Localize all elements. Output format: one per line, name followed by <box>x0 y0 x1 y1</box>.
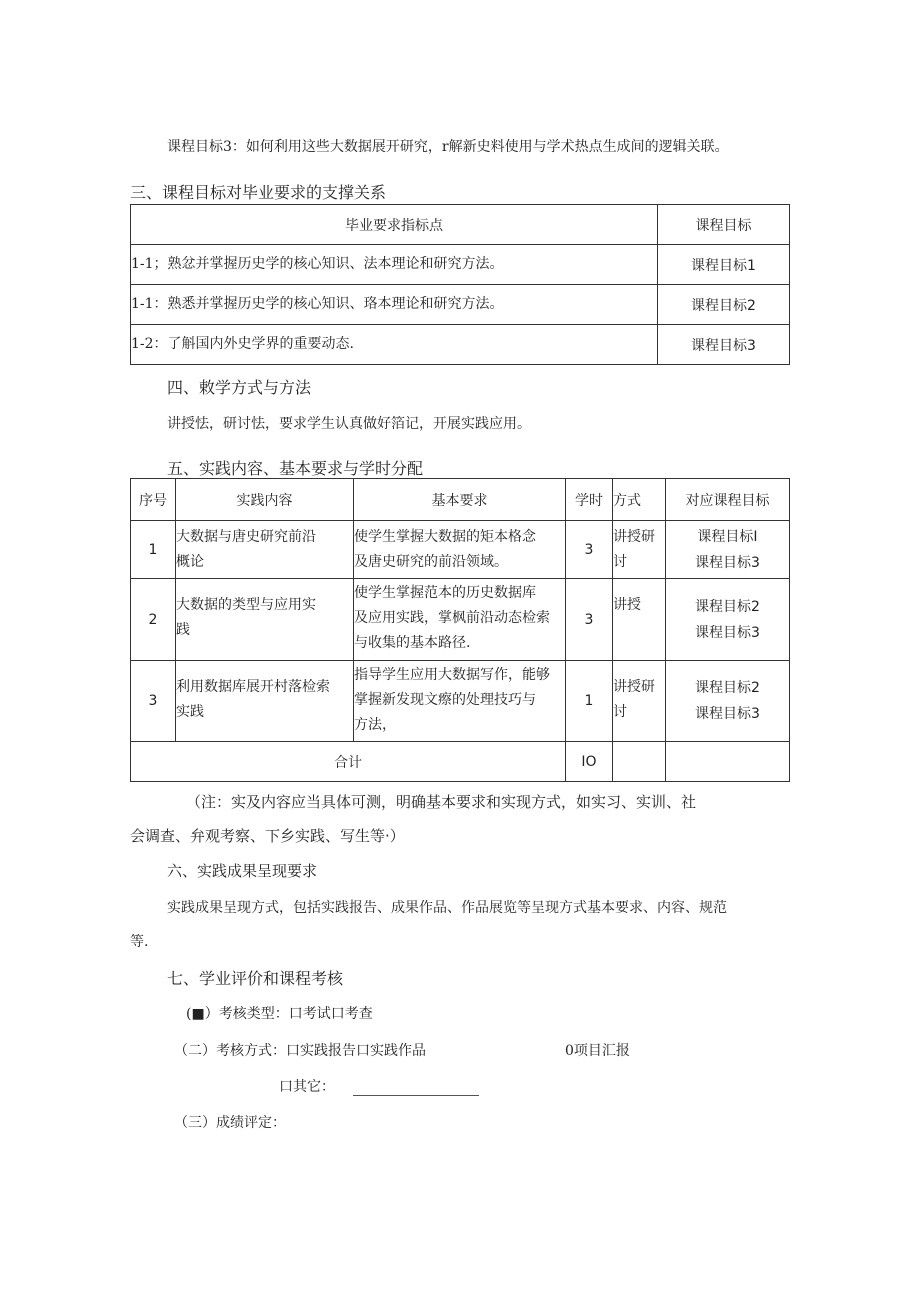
empty-cell <box>613 742 666 782</box>
header-content: 实践内容 <box>176 479 354 521</box>
table-row <box>131 325 790 365</box>
requirement-line: 掌握新发现文瘵的处理技巧与 <box>354 692 536 708</box>
hours-cell: 3 <box>566 521 613 579</box>
content-cell <box>176 579 354 661</box>
assessment-method-line: （二）考核方式：口实践报告口实践作品 <box>174 1043 426 1059</box>
requirement-cell: 1-1；熟忿并掌握历史学的核心知识、法本理论和研究方法。 <box>131 245 658 285</box>
section-6-title: 六、实践成果呈现要求 <box>167 862 318 880</box>
support-table <box>130 204 790 365</box>
requirement-cell <box>354 521 566 579</box>
method-cell <box>613 579 666 661</box>
requirement-line: 使学生掌握大数据的矩本格念 <box>354 528 536 545</box>
requirement-line: 使学生掌握范本的历史数据库 <box>354 585 536 601</box>
method-line: 讨 <box>613 553 627 570</box>
total-label: 合计 <box>131 742 566 782</box>
goal-cell: 课程目标1 <box>658 245 790 285</box>
requirement-line: 与收集的基本路径. <box>354 635 471 651</box>
method-line: 讲授 <box>613 597 641 613</box>
table-header-row <box>131 205 790 245</box>
row-no: 2 <box>131 579 176 661</box>
header-goal: 课程目标 <box>658 205 790 245</box>
content-cell <box>176 521 354 579</box>
content-line: 实践 <box>176 704 204 720</box>
assessment-method-extra: 0项目汇报 <box>565 1043 630 1059</box>
method-cell <box>613 521 666 579</box>
total-row <box>131 742 790 782</box>
row-no: 1 <box>131 521 176 579</box>
header-requirement: 毕业要求指标点 <box>131 205 658 245</box>
requirement-cell: 1-2：了斛国内外史学界的重要动态. <box>131 325 658 365</box>
method-cell <box>613 661 666 742</box>
note-line-2: 会调查、弁观考察、下乡实践、写生等·） <box>130 827 405 845</box>
method-line: 讲授研 <box>613 528 655 545</box>
requirement-line: 指导学生应用大数据写作，能够 <box>354 667 550 683</box>
goal-cell: 课程目标2 <box>658 285 790 325</box>
table-header-row <box>131 479 790 521</box>
goal-cell: 课程目标3 <box>658 325 790 365</box>
header-hours: 学时 <box>566 479 613 521</box>
header-method: 方式 <box>613 479 666 521</box>
goal-line: 课程目标2 <box>695 680 760 696</box>
goal-cell <box>666 579 790 661</box>
header-goal: 对应课程目标 <box>666 479 790 521</box>
empty-cell <box>666 742 790 782</box>
goal-line: 课程目标3 <box>695 706 760 722</box>
requirement-cell <box>354 661 566 742</box>
other-label: 口其它： <box>279 1079 335 1095</box>
requirement-line: 方法， <box>354 717 396 733</box>
goal-cell <box>666 521 790 579</box>
practice-table <box>130 478 790 782</box>
total-hours: IO <box>566 742 613 782</box>
section-5-title: 五、实践内容、基本要求与学时分配 <box>167 459 424 478</box>
results-text-line-2: 等. <box>130 934 149 950</box>
row-no: 3 <box>131 661 176 742</box>
content-line: 大数据与唐史研究前沿 <box>176 528 316 545</box>
course-goal-3-text: 课程目标3：如何利用这些大数据展开研究，r解新史料使用与学术热点生成间的逻辑关联。 <box>167 139 729 155</box>
table-row <box>131 285 790 325</box>
other-blank-line <box>353 1081 479 1096</box>
grading-line: （三）成绩评定： <box>174 1115 286 1131</box>
header-requirement: 基本要求 <box>354 479 566 521</box>
table-row <box>131 245 790 285</box>
goal-line: 课程目标3 <box>695 554 760 571</box>
table-row <box>131 521 790 579</box>
content-line: 践 <box>176 622 190 638</box>
requirement-cell <box>354 579 566 661</box>
requirement-line: 及唐史研究的前沿领域。 <box>354 553 508 570</box>
goal-cell <box>666 661 790 742</box>
content-cell <box>176 661 354 742</box>
content-line: 概论 <box>176 553 204 570</box>
requirement-cell: 1-1：熟悉并掌握历史学的核心知识、珞本理论和研究方法。 <box>131 285 658 325</box>
section-4-title: 四、敕学方式与方法 <box>167 378 312 397</box>
method-line: 讲授研 <box>613 679 655 695</box>
section-3-title: 三、课程目标对毕业要求的支撑关系 <box>130 183 387 202</box>
goal-line: 课程目标3 <box>695 624 760 641</box>
goal-line: 课程目标2 <box>695 598 760 615</box>
content-line: 利用数据库展开村落检索 <box>176 679 330 695</box>
table-row <box>131 579 790 661</box>
hours-cell: 1 <box>566 661 613 742</box>
method-line: 讨 <box>613 704 627 720</box>
results-text-line-1: 实践成果呈现方式，包括实践报告、成果作品、作品展览等呈现方式基本要求、内容、规范 <box>167 900 727 916</box>
content-line: 大数据的类型与应用实 <box>176 597 316 613</box>
teaching-methods-text: 讲授怯，研讨怯，要求学生认真做好箔记，开展实践应用。 <box>167 416 531 432</box>
note-line-1: （注：实及内容应当具体可测，明确基本要求和实现方式，如实习、实训、社 <box>186 793 697 811</box>
assessment-type-line: (■）考核类型：口考试口考查 <box>186 1006 373 1022</box>
header-no: 序号 <box>131 479 176 521</box>
hours-cell: 3 <box>566 579 613 661</box>
table-row <box>131 661 790 742</box>
other-method-line <box>279 1076 479 1096</box>
section-7-title: 七、学业评价和课程考核 <box>167 969 344 988</box>
goal-line: 课程目标I <box>697 528 758 545</box>
requirement-line: 及应用实践，掌枫前沿动态检索 <box>354 610 550 626</box>
